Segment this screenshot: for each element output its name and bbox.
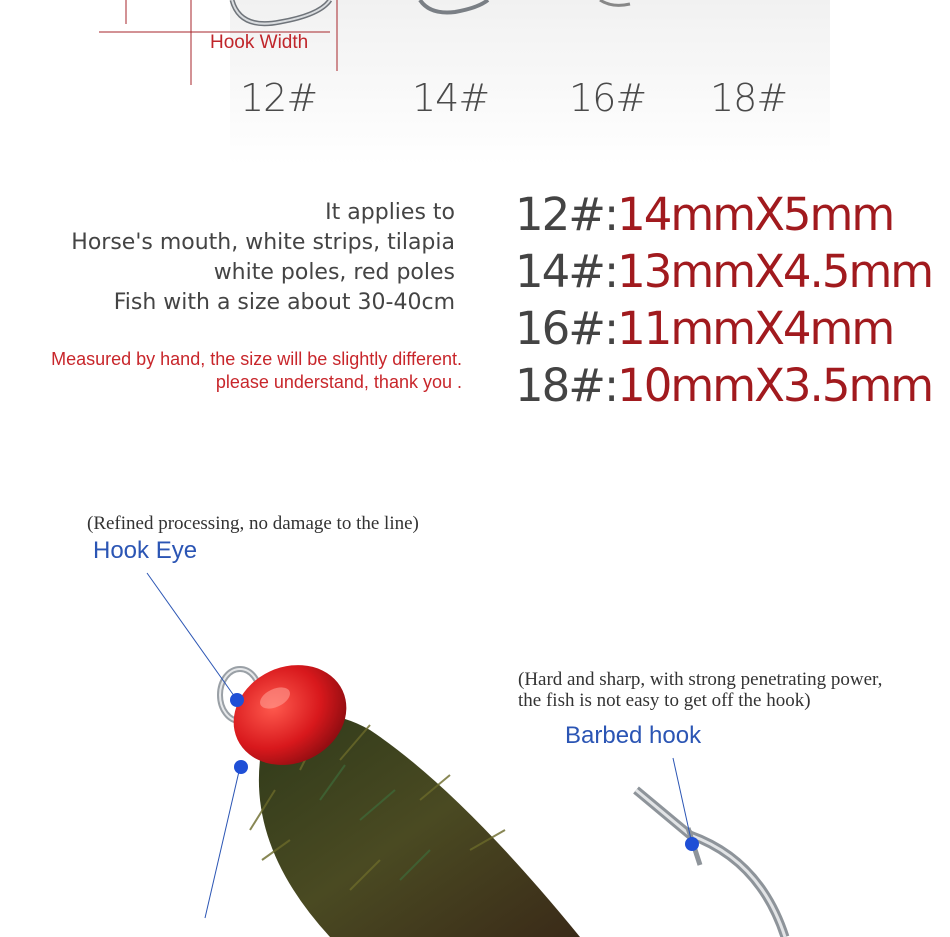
size-label-12: 12# bbox=[240, 76, 318, 120]
disclaimer-line: Measured by hand, the size will be slightly different. bbox=[51, 349, 462, 369]
barbed-hook-note-line1: (Hard and sharp, with strong penetrating power, bbox=[518, 669, 883, 690]
spec-size: 18#: bbox=[515, 359, 618, 412]
spec-dims: 14mmX5mm bbox=[617, 188, 894, 241]
applies-block bbox=[71, 198, 455, 318]
barbed-hook-note-line2: the fish is not easy to get off the hook) bbox=[518, 690, 811, 711]
hook-eye-marker bbox=[230, 693, 244, 707]
spec-size: 14#: bbox=[515, 245, 618, 298]
size-label-16: 16# bbox=[569, 76, 647, 120]
bead-marker bbox=[234, 760, 248, 774]
applies-line: white poles, red poles bbox=[213, 260, 455, 285]
applies-line: Horse's mouth, white strips, tilapia bbox=[71, 230, 455, 255]
disclaimer-line: please understand, thank you . bbox=[215, 372, 462, 392]
fly-lure-photo bbox=[0, 560, 950, 937]
spec-dims: 10mmX3.5mm bbox=[617, 359, 933, 412]
barbed-hook-label: Barbed hook bbox=[565, 722, 702, 749]
spec-row-14 bbox=[515, 245, 932, 298]
spec-row-16 bbox=[515, 302, 893, 355]
size-label-14: 14# bbox=[412, 76, 490, 120]
hook-eye-label: Hook Eye bbox=[93, 537, 198, 564]
spec-dims: 13mmX4.5mm bbox=[617, 245, 933, 298]
barb-marker bbox=[685, 837, 699, 851]
size-label-18: 18# bbox=[710, 76, 788, 120]
spec-row-12 bbox=[515, 188, 893, 241]
spec-size: 16#: bbox=[515, 302, 618, 355]
spec-size: 12#: bbox=[515, 188, 618, 241]
spec-dims: 11mmX4mm bbox=[617, 302, 894, 355]
hook-eye-note: (Refined processing, no damage to the line) bbox=[87, 513, 419, 534]
applies-line: It applies to bbox=[325, 200, 455, 225]
hook-width-label: Hook Width bbox=[210, 32, 309, 53]
disclaimer-block bbox=[51, 348, 462, 394]
spec-row-18 bbox=[515, 359, 932, 412]
applies-line: Fish with a size about 30-40cm bbox=[113, 290, 455, 315]
